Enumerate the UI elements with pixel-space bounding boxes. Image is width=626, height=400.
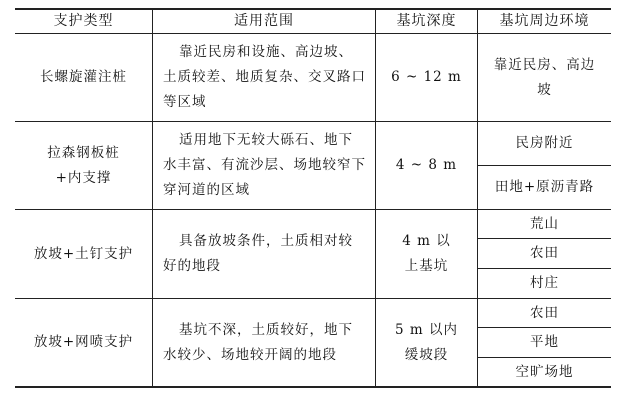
row-4-depth: 5 m 以内缓坡段 <box>395 321 458 363</box>
row-2-scope: 适用地下无较大砾石、地下水丰富、有流沙层、场地较窄下穿河道的区域 <box>163 132 366 198</box>
header-depth: 基坑深度 <box>396 12 457 29</box>
row-3-type: 放坡+土钉支护 <box>33 245 134 262</box>
row-2-environment-2: 田地+原沥青路 <box>494 179 595 195</box>
header-support-type: 支护类型 <box>53 12 114 29</box>
row-2-depth: 4 ~ 8 m <box>395 157 458 173</box>
row-2-type: 拉森钢板桩+内支撑 <box>47 144 120 186</box>
row-3-environment-3: 村庄 <box>530 275 559 291</box>
row-4-environment-2: 平地 <box>530 334 559 350</box>
row-3-environment-1: 荒山 <box>530 215 559 232</box>
table-bottom-border <box>15 386 611 388</box>
row-2-environment-1: 民房附近 <box>515 135 574 151</box>
row-4-environment-3: 空旷场地 <box>515 363 574 380</box>
row-4-type: 放坡+网喷支护 <box>33 334 134 350</box>
row-1-depth: 6 ~ 12 m <box>391 69 462 85</box>
row-3-scope: 具备放坡条件，土质相对较好的地段 <box>163 233 353 274</box>
row-4-environment-1: 农田 <box>530 304 559 321</box>
row-4-scope: 基坑不深，土质较好，地下水较少、场地较开阔的地段 <box>163 321 353 363</box>
row-1-type: 长螺旋灌注桩 <box>40 69 127 85</box>
header-environment: 基坑周边环境 <box>499 12 590 29</box>
row-3-depth: 4 m 以上基坑 <box>402 233 451 274</box>
row-3-environment-2: 农田 <box>530 245 559 261</box>
row-1-environment: 靠近民房、高边坡 <box>493 56 596 98</box>
header-scope: 适用范围 <box>234 12 294 29</box>
row-1-scope: 靠近民房和设施、高边坡、土质较差、地质复杂、交叉路口等区域 <box>163 44 366 110</box>
